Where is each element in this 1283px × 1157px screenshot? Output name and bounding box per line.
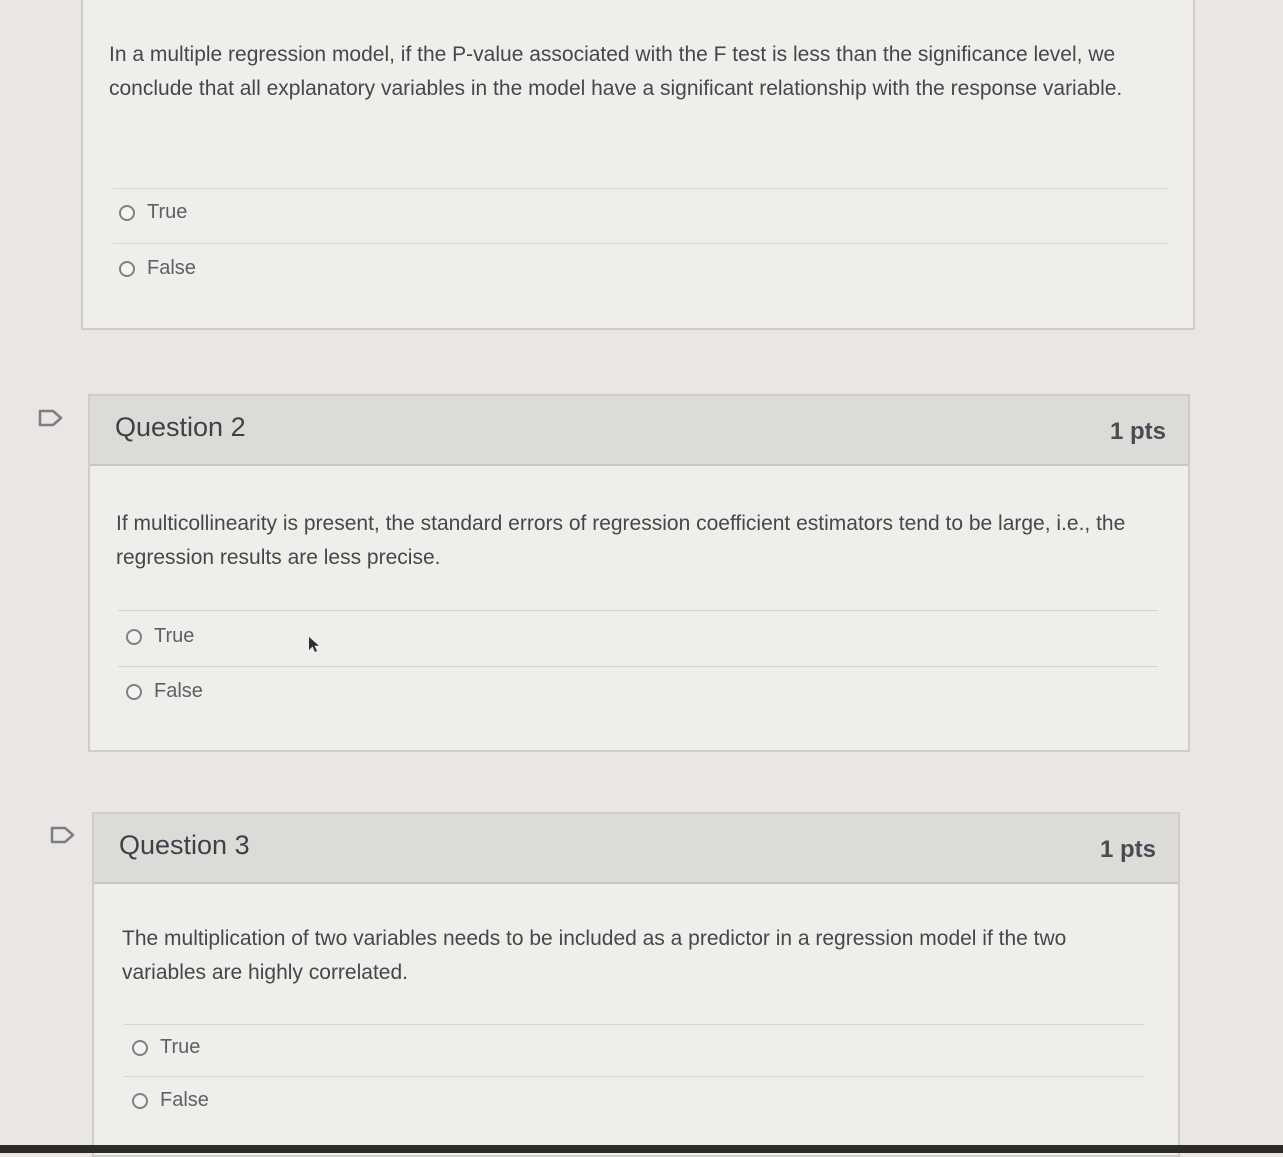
screen-bottom-edge <box>0 1145 1283 1153</box>
question-2-divider-mid <box>118 666 1158 667</box>
question-3-text: The multiplication of two variables needs to be included as a predictor in a regression model if the two variables are highly correlated. <box>122 927 1067 984</box>
radio-button[interactable] <box>119 205 135 221</box>
flag-question-icon[interactable] <box>38 409 64 427</box>
radio-button[interactable] <box>126 629 142 645</box>
radio-button[interactable] <box>126 684 142 700</box>
question-3-divider-mid <box>124 1076 1144 1077</box>
answer-label: True <box>160 1036 201 1058</box>
question-1-divider-top <box>113 188 1168 189</box>
flag-question-icon[interactable] <box>50 826 76 844</box>
question-3-points: 1 pts <box>1099 836 1156 863</box>
radio-button[interactable] <box>119 261 135 277</box>
answer-label: False <box>147 257 196 279</box>
question-1-text: In a multiple regression model, if the P-value associated with the F test is less than the significance level, we conclude that all explanatory variables in the model have a significant relationship with the response variable. <box>109 43 1123 100</box>
answer-label: False <box>154 680 203 702</box>
question-3-option-true[interactable] <box>132 1036 200 1059</box>
question-3-option-false[interactable] <box>132 1089 209 1112</box>
question-2-divider-top <box>118 610 1158 611</box>
radio-button[interactable] <box>132 1040 148 1056</box>
answer-label: False <box>160 1089 209 1111</box>
question-3-card <box>92 812 1180 1157</box>
mouse-cursor-icon <box>308 636 322 654</box>
question-1-option-false[interactable] <box>119 257 196 280</box>
question-2-option-true[interactable] <box>126 625 194 648</box>
question-3-divider-top <box>124 1024 1144 1025</box>
question-2-option-false[interactable] <box>126 680 203 703</box>
question-2-title: Question 2 <box>115 412 246 442</box>
question-2-header <box>90 396 1188 466</box>
question-2-card <box>88 394 1190 752</box>
question-1-option-true[interactable] <box>119 201 187 224</box>
question-1-divider-mid <box>113 243 1168 244</box>
answer-label: True <box>147 201 188 223</box>
answer-label: True <box>154 625 195 647</box>
question-3-title: Question 3 <box>119 830 250 860</box>
radio-button[interactable] <box>132 1093 148 1109</box>
question-1-card <box>81 0 1195 330</box>
question-3-header <box>94 814 1178 884</box>
question-2-points: 1 pts <box>1109 418 1166 445</box>
question-2-text: If multicollinearity is present, the standard errors of regression coefficient estimators tend to be large, i.e., the regression results are less precise. <box>116 512 1126 569</box>
